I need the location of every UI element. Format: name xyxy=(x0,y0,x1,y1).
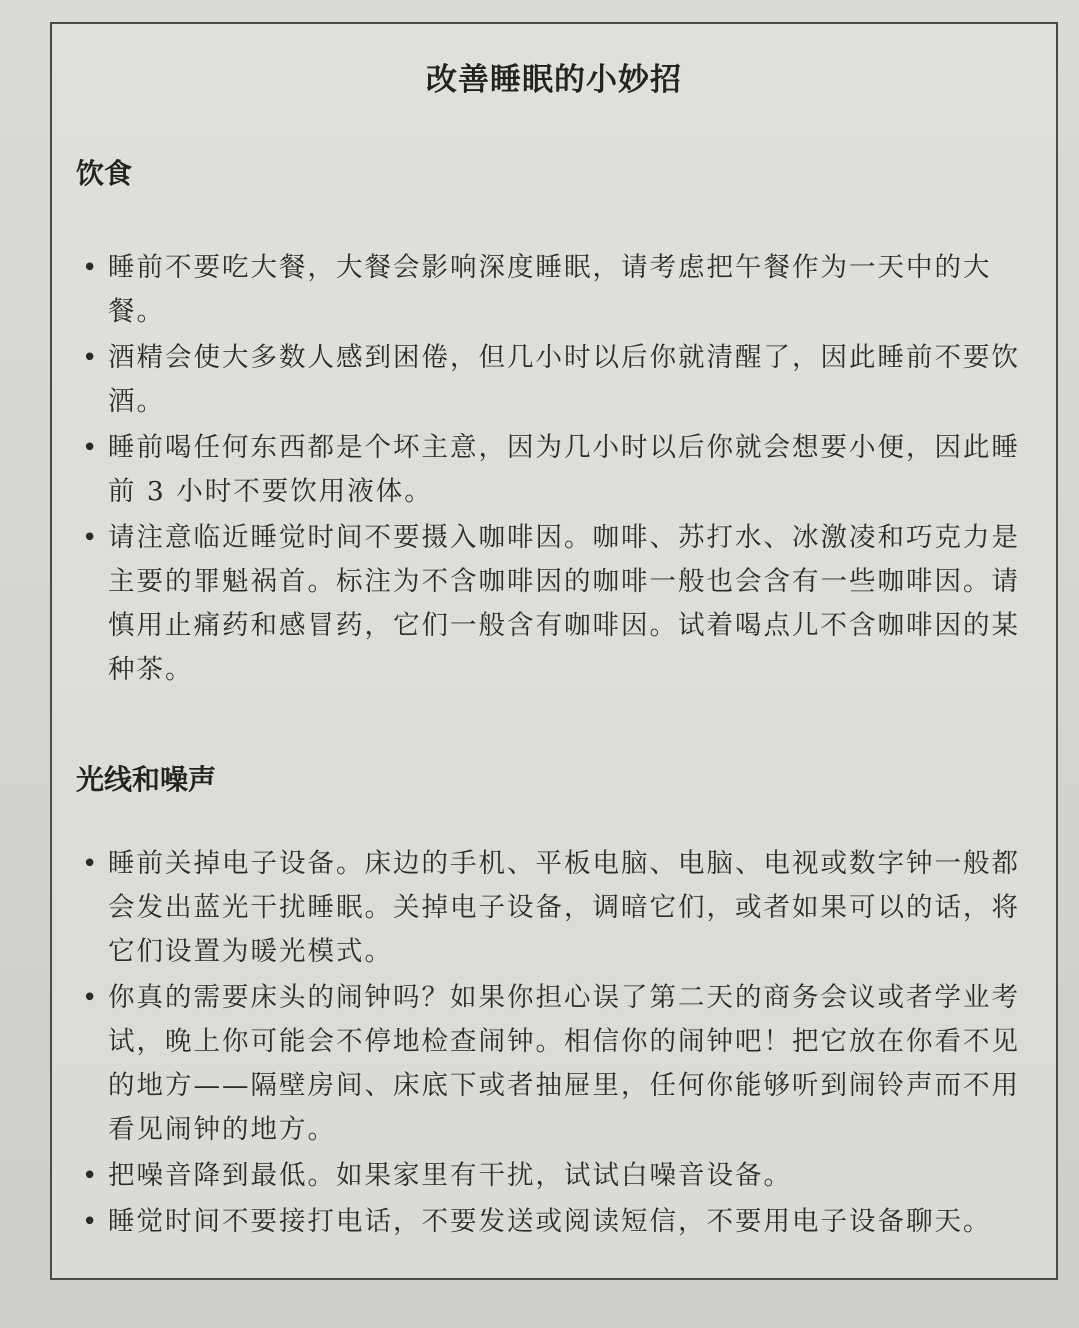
list-item xyxy=(76,336,1036,424)
bullet-icon: • xyxy=(82,1161,100,1191)
bullet-icon: • xyxy=(82,1207,100,1237)
bullet-icon: • xyxy=(82,433,100,463)
section-heading-light-noise: 光线和噪声 xyxy=(76,763,217,796)
list-item-text: 请注意临近睡觉时间不要摄入咖啡因。咖啡、苏打水、冰激凌和巧克力是主要的罪魁祸首。标注为不含咖啡因的咖啡一般也会含有一些咖啡因。请慎用止痛药和感冒药，它们一般含有咖啡因。试着喝点儿不含咖啡因的某种茶。 xyxy=(108,522,1020,685)
list-item-text: 你真的需要床头的闹钟吗？如果你担心误了第二天的商务会议或者学业考试，晚上你可能会不停地检查闹钟。相信你的闹钟吧！把它放在你看不见的地方——隔壁房间、床底下或者抽屉里，任何你能够听到闹铃声而不用看见闹钟的地方。 xyxy=(108,982,1020,1145)
list-item-text: 酒精会使大多数人感到困倦，但几小时以后你就清醒了，因此睡前不要饮酒。 xyxy=(108,342,1020,417)
list-item xyxy=(76,1200,1036,1244)
list-item-text: 把噪音降到最低。如果家里有干扰，试试白噪音设备。 xyxy=(108,1160,792,1191)
list-item xyxy=(76,1154,1036,1198)
section-heading-diet: 饮食 xyxy=(76,157,133,190)
list-item-text: 睡前关掉电子设备。床边的手机、平板电脑、电脑、电视或数字钟一般都会发出蓝光干扰睡眠。关掉电子设备，调暗它们，或者如果可以的话，将它们设置为暖光模式。 xyxy=(108,848,1020,967)
light-noise-list xyxy=(76,842,1036,1246)
tips-box xyxy=(50,22,1058,1280)
list-item xyxy=(76,246,1036,334)
list-item-text: 睡前不要吃大餐，大餐会影响深度睡眠，请考虑把午餐作为一天中的大餐。 xyxy=(108,252,992,327)
list-item-text: 睡前喝任何东西都是个坏主意，因为几小时以后你就会想要小便，因此睡前 3 小时不要饮用液体。 xyxy=(108,432,1020,507)
diet-list xyxy=(76,246,1036,694)
box-title: 改善睡眠的小妙招 xyxy=(426,62,682,98)
bullet-icon: • xyxy=(82,523,100,553)
list-item xyxy=(76,842,1036,974)
list-item-text: 睡觉时间不要接打电话，不要发送或阅读短信，不要用电子设备聊天。 xyxy=(108,1206,992,1237)
bullet-icon: • xyxy=(82,253,100,283)
list-item xyxy=(76,516,1036,692)
bullet-icon: • xyxy=(82,983,100,1013)
list-item xyxy=(76,426,1036,514)
bullet-icon: • xyxy=(82,849,100,879)
bullet-icon: • xyxy=(82,343,100,373)
list-item xyxy=(76,976,1036,1152)
